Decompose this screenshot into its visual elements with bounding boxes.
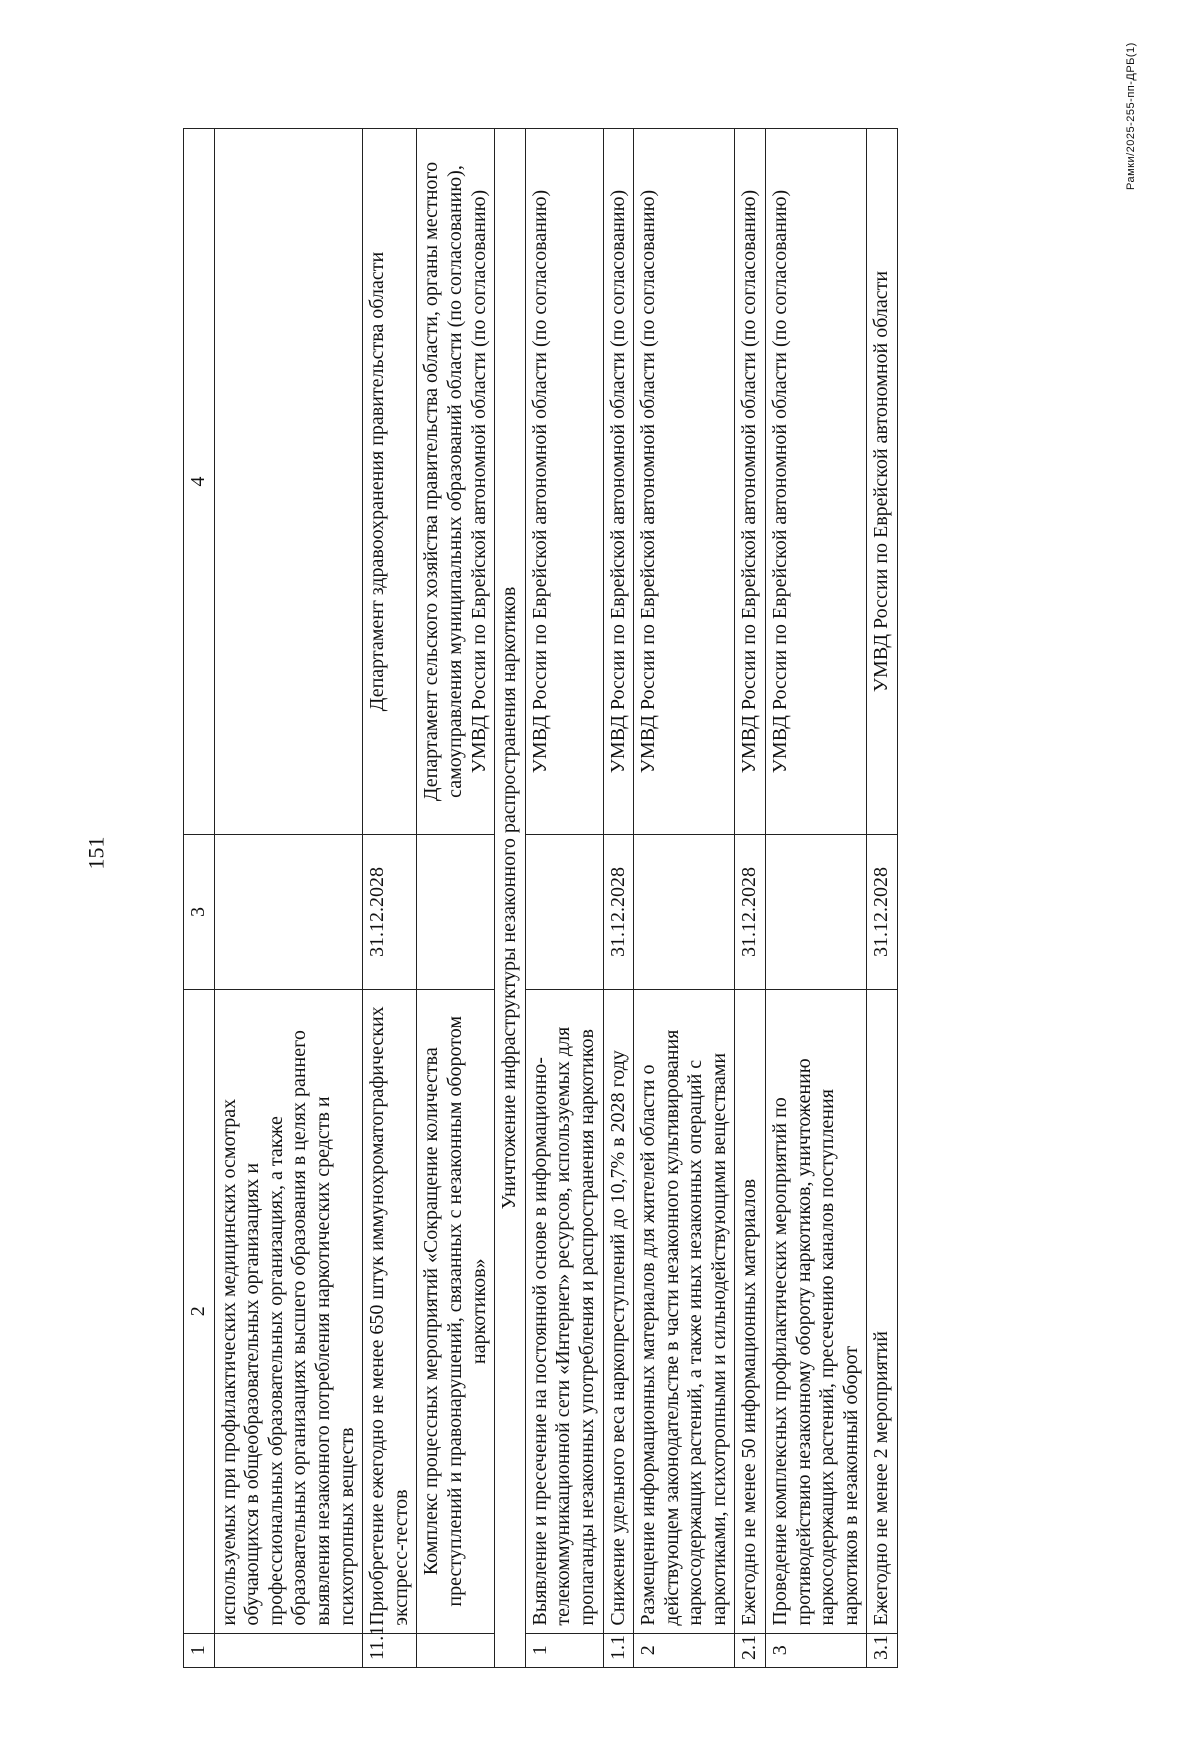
cell-activity: Приобретение ежегодно не менее 650 штук иммунохроматографических экспресс-тестов xyxy=(363,989,417,1633)
table-row xyxy=(417,129,495,1668)
cell-executor: УМВД России по Еврейской автономной области (по согласованию) xyxy=(766,129,867,835)
cell-activity: используемых при профилактических медицинских осмотрах обучающихся в общеобразовательных организациях и профессиональных образовательных организациях, а также образовательных организациях высшего образования в целях раннего выявления незаконного потребления наркотических средств и психотропных веществ xyxy=(214,989,363,1633)
section-title: Уничтожение инфраструктуры незаконного распространения наркотиков xyxy=(495,129,526,1668)
cell-activity: Проведение комплексных профилактических мероприятий по противодействию незаконному обороту наркотиков, уничтожению наркосодержащих растений, пресечению каналов поступления наркотиков в незаконный оборот xyxy=(766,989,867,1633)
cell-deadline: 31.12.2028 xyxy=(735,835,766,990)
cell-number: 1 xyxy=(525,1633,603,1667)
cell-deadline: 31.12.2028 xyxy=(603,835,634,990)
cell-number: 2 xyxy=(634,1633,735,1667)
cell-executor: УМВД России по Еврейской автономной области (по согласованию) xyxy=(735,129,766,835)
cell-number: 3.1 xyxy=(867,1633,898,1667)
table-row xyxy=(634,129,735,1668)
cell-number xyxy=(214,1633,363,1667)
table-row xyxy=(525,129,603,1668)
cell-number: 2.1 xyxy=(735,1633,766,1667)
table-row xyxy=(363,129,417,1668)
cell-deadline xyxy=(525,835,603,990)
cell-activity: Ежегодно не менее 2 мероприятий xyxy=(867,989,898,1633)
cell-activity: Снижение удельного веса наркопреступлений до 10,7% в 2028 году xyxy=(603,989,634,1633)
table-row xyxy=(766,129,867,1668)
header-col-2: 2 xyxy=(184,989,215,1633)
cell-number: 1.1 xyxy=(603,1633,634,1667)
table-row xyxy=(603,129,634,1668)
cell-activity: Ежегодно не менее 50 информационных материалов xyxy=(735,989,766,1633)
header-col-3: 3 xyxy=(184,835,215,990)
table-row xyxy=(214,129,363,1668)
cell-number: 11.1 xyxy=(363,1633,417,1667)
cell-executor: Департамент здравоохранения правительства области xyxy=(363,129,417,835)
cell-deadline xyxy=(214,835,363,990)
cell-executor: УМВД России по Еврейской автономной области xyxy=(867,129,898,835)
cell-deadline xyxy=(634,835,735,990)
cell-executor: Департамент сельского хозяйства правительства области, органы местного самоуправления муниципальных образований области (по согласованию), УМВД России по Еврейской автономной области (по согласованию) xyxy=(417,129,495,835)
document-code: Рамки/2025-255-пп-ДРБ(1) xyxy=(1125,42,1137,190)
cell-executor: УМВД России по Еврейской автономной области (по согласованию) xyxy=(634,129,735,835)
rotated-table-container xyxy=(183,128,1113,1668)
cell-executor: УМВД России по Еврейской автономной области (по согласованию) xyxy=(603,129,634,835)
table-row xyxy=(735,129,766,1668)
cell-activity: Размещение информационных материалов для жителей области о действующем законодательстве в части незаконного культивирования наркосодержащих растений, а также иных незаконных операций с наркотиками, психотропными и сильнодействующими веществами xyxy=(634,989,735,1633)
cell-activity: Выявление и пресечение на постоянной основе в информационно-телекоммуникационной сети «Интернет» ресурсов, используемых для пропаганды незаконных употребления и распространения наркотиков xyxy=(525,989,603,1633)
activities-table xyxy=(183,128,898,1668)
table-header-row xyxy=(184,129,215,1668)
cell-number: 3 xyxy=(766,1633,867,1667)
cell-executor: УМВД России по Еврейской автономной области (по согласованию) xyxy=(525,129,603,835)
cell-deadline: 31.12.2028 xyxy=(363,835,417,990)
header-col-1: 1 xyxy=(184,1633,215,1667)
cell-deadline xyxy=(417,835,495,990)
page-number: 151 xyxy=(83,836,109,870)
header-col-4: 4 xyxy=(184,129,215,835)
cell-deadline xyxy=(766,835,867,990)
cell-executor xyxy=(214,129,363,835)
cell-deadline: 31.12.2028 xyxy=(867,835,898,990)
cell-activity: Комплекс процессных мероприятий «Сокращение количества преступлений и правонарушений, связанных с незаконным оборотом наркотиков» xyxy=(417,989,495,1633)
section-header-row xyxy=(495,129,526,1668)
table-row xyxy=(867,129,898,1668)
cell-number xyxy=(417,1633,495,1667)
